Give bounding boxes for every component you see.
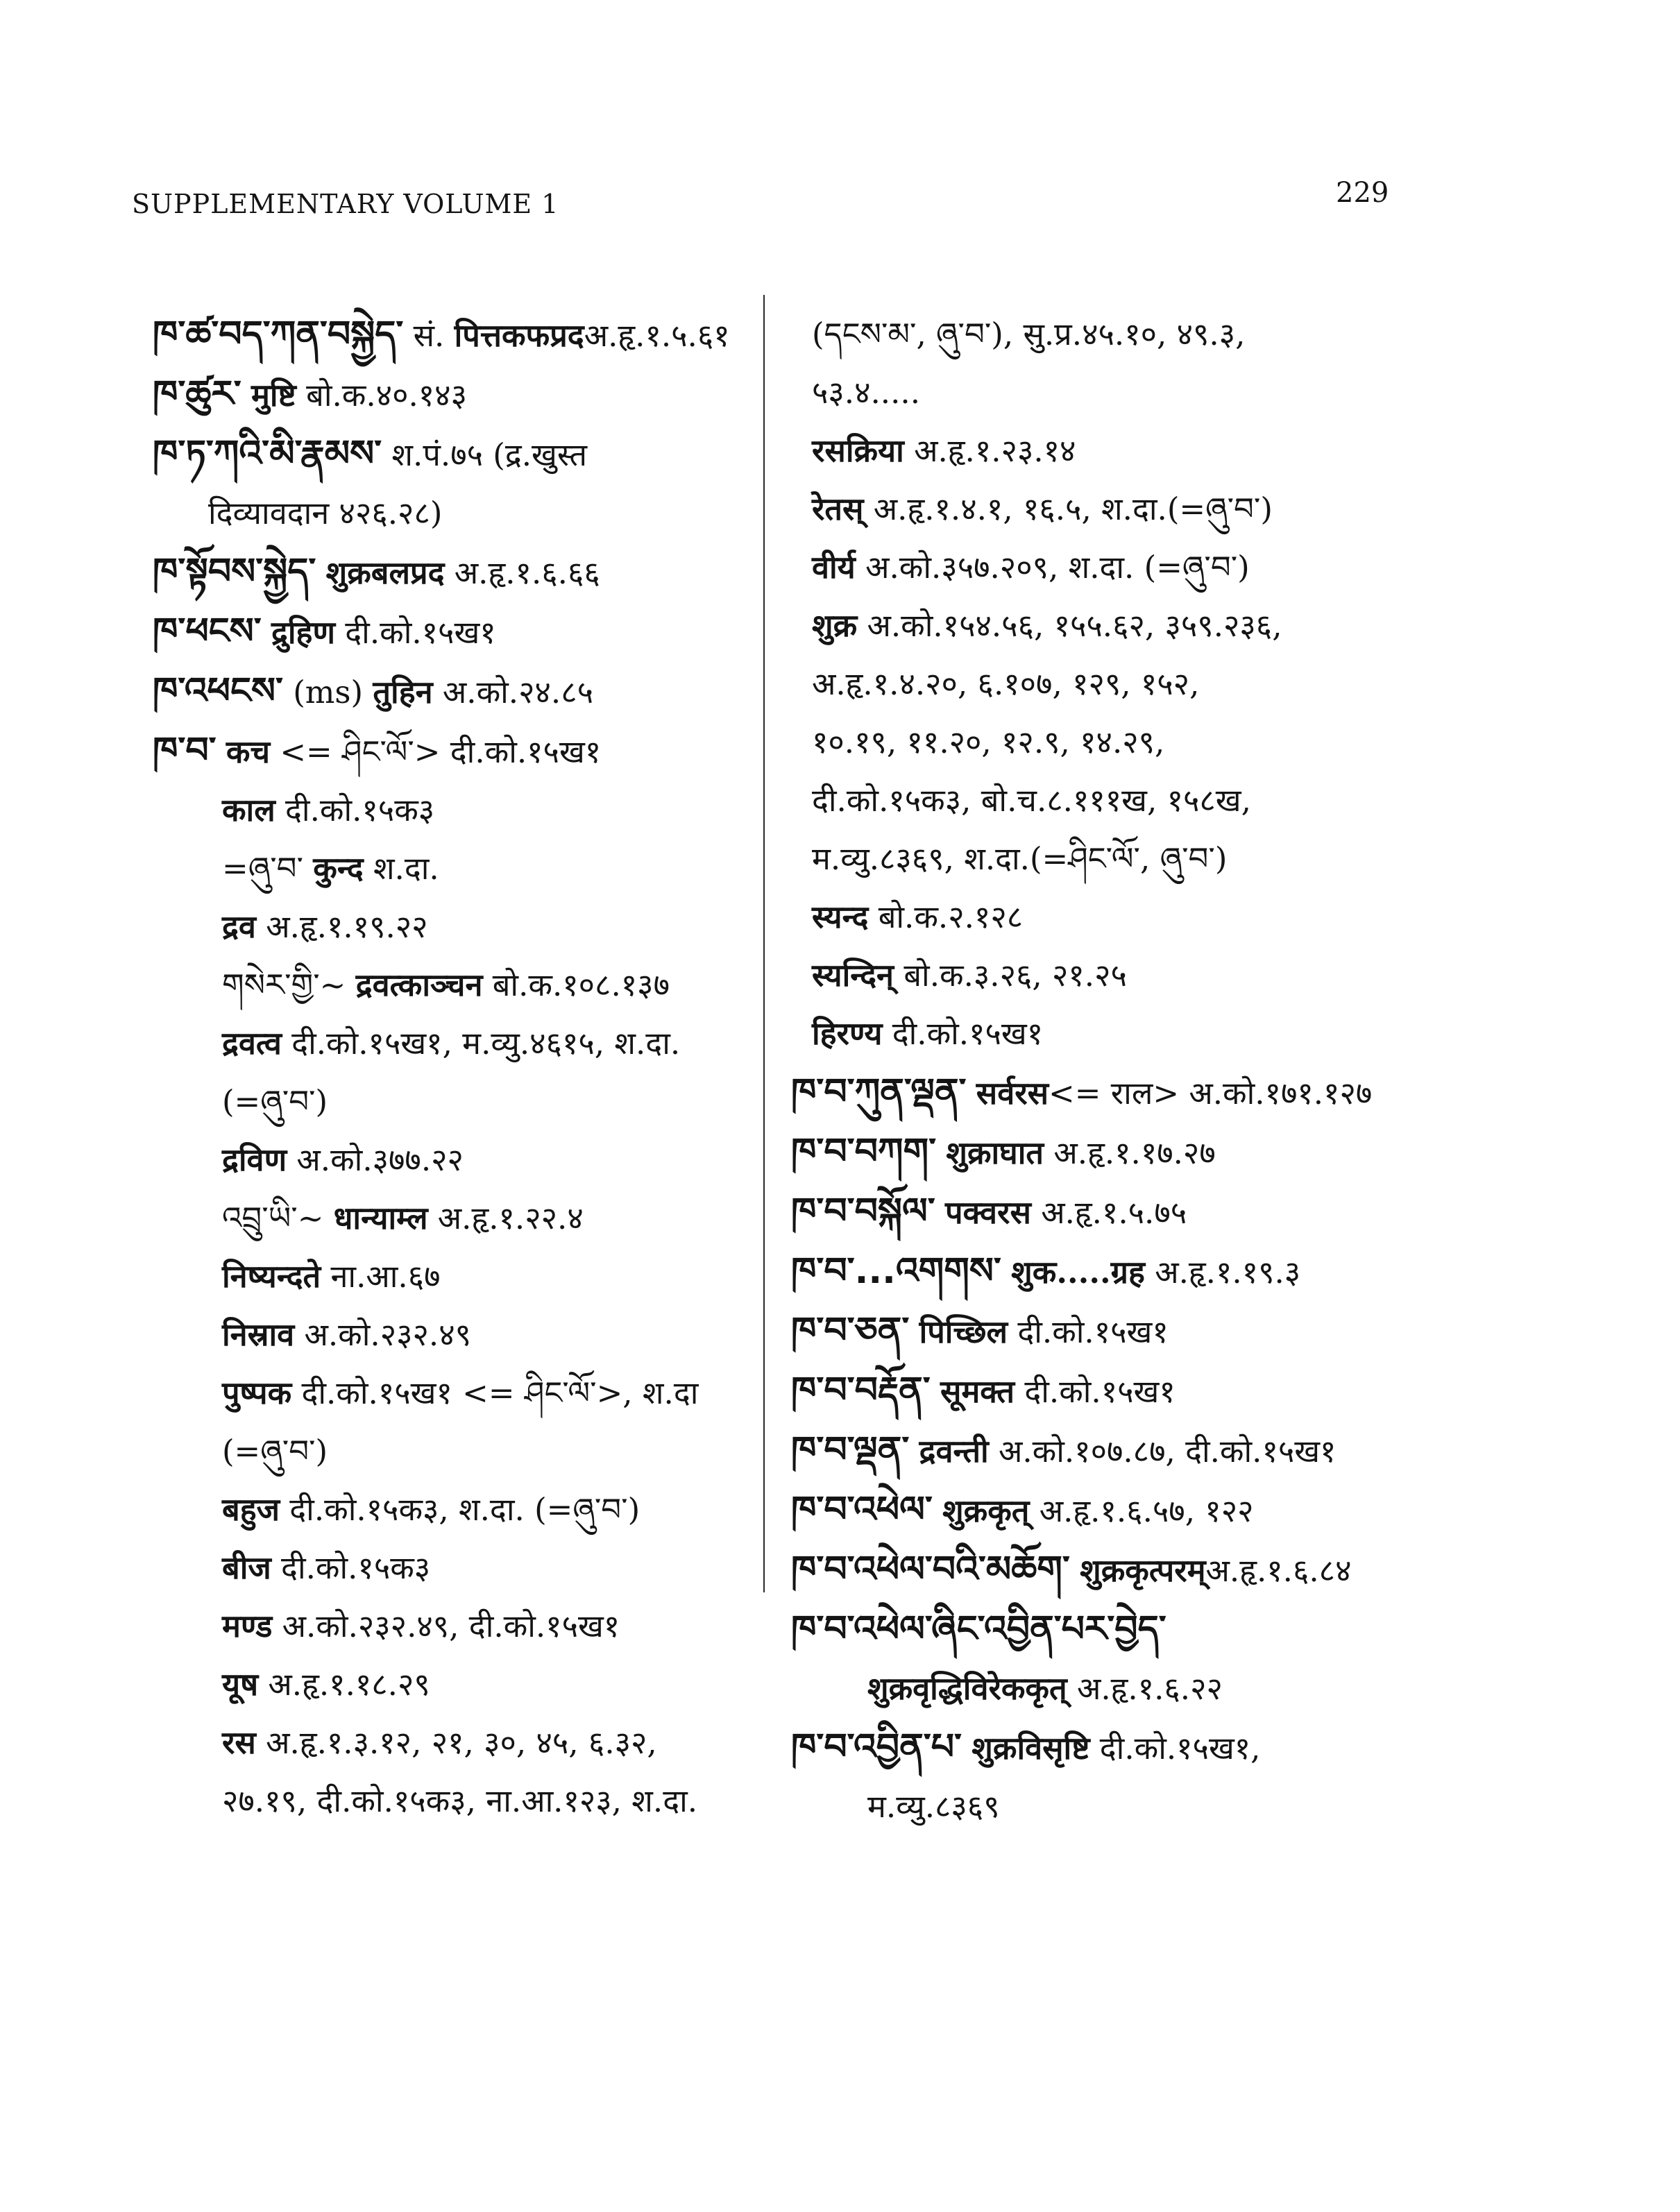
dictionary-entry-line (791, 1123, 1499, 1182)
dictionary-entry-line (791, 772, 1499, 830)
sanskrit-equivalent: सर्वरस (976, 1075, 1049, 1112)
entry-reference: अ.हृ.१.२३.१४ (903, 432, 1076, 469)
entry-reference: ना.आ.६७ (321, 1258, 441, 1295)
entry-connector: (ms) (282, 674, 373, 711)
dictionary-entry-line (791, 597, 1499, 655)
entry-connector (962, 1730, 971, 1767)
entry-reference: दी.को.१५ख१ (334, 614, 496, 651)
dictionary-entry-line (153, 1772, 763, 1830)
tibetan-headword: ཁ་སྟོབས་སྐྱེད་ (153, 551, 316, 593)
entry-reference: श.पं.७५ (द्र.खुस्त (391, 436, 588, 473)
entry-reference: दी.को.१५क३ (275, 792, 435, 828)
entry-reference: <= ཤིང་ལོ་> दी.को.१५ख१ (270, 733, 602, 770)
sanskrit-equivalent: निस्राव (222, 1316, 295, 1353)
dictionary-entry-line (153, 662, 763, 722)
entry-connector: सं. (403, 317, 455, 354)
tibetan-headword: ཁ་བ་འབྱིན་པ་ (791, 1726, 962, 1768)
entry-reference: अ.को.१०७.८७, दी.को.१५ख१ (988, 1433, 1337, 1470)
sanskrit-equivalent: शुक.....ग्रह (1011, 1254, 1145, 1291)
entry-reference: २७.१९, दी.को.१५क३, ना.आ.१२३, श.दा. (222, 1783, 698, 1819)
dictionary-entry-line (153, 1422, 763, 1481)
entry-reference: अ.को.२४.८५ (432, 674, 593, 711)
entry-reference: अ.हृ.१.५.७५ (1030, 1194, 1187, 1231)
dictionary-entry-line (153, 1014, 763, 1073)
dictionary-entry-line (791, 1660, 1499, 1718)
dictionary-entry-line (153, 1073, 763, 1131)
entry-reference: अ.हृ.१.१७.२७ (1044, 1134, 1216, 1171)
tibetan-headword: ཁ་བ་ (153, 730, 217, 772)
entry-reference: अ.हृ.१.१९.२२ (255, 908, 428, 945)
dictionary-entry-line (791, 1778, 1499, 1836)
entry-connector (241, 377, 251, 414)
sanskrit-equivalent: शुक्रवृद्धिविरेककृत् (867, 1670, 1067, 1707)
entry-reference: अ.को.२३२.४९, दी.को.१५ख१ (272, 1608, 620, 1644)
sanskrit-equivalent: वीर्य (812, 549, 856, 586)
entry-connector (909, 1433, 919, 1470)
dictionary-entry-line (791, 422, 1499, 480)
entry-reference: अ.हृ.१.१८.२९ (258, 1666, 430, 1703)
sanskrit-equivalent: मण्ड (222, 1608, 273, 1644)
entry-reference: बो.क.२.१२८ (868, 899, 1024, 935)
entry-reference: दिव्यावदान ४२६.२८) (208, 495, 443, 531)
dictionary-entry-line (791, 305, 1499, 364)
entry-reference: दी.को.१५ख१ (1015, 1373, 1176, 1410)
entry-reference: अ.हृ.१.४.२०, ६.१०७, १२९, १५२, (812, 665, 1200, 702)
entry-reference: अ.को.३७७.२२ (287, 1141, 464, 1178)
dictionary-entry-line (791, 364, 1499, 422)
entry-reference: अ.हृ.१.५.६१ (584, 317, 730, 354)
dictionary-entry-line (791, 1005, 1499, 1063)
entry-connector: གསེར་གྱི་~ (222, 967, 356, 1003)
entry-reference: (=ཞུ་བ་) (222, 1083, 328, 1120)
entry-connector (935, 1194, 945, 1231)
entry-reference: दी.को.१५क३ (271, 1549, 431, 1586)
sanskrit-equivalent: काल (222, 792, 275, 828)
entry-reference: अ.हृ.१.४.१, १६.५, श.दा.(=ཞུ་བ་) (863, 491, 1273, 527)
sanskrit-equivalent: धान्याम्ल (333, 1200, 428, 1236)
column-divider (763, 295, 765, 1592)
tibetan-headword: ཁ་བ་བསྐོལ་ (791, 1191, 935, 1232)
sanskrit-equivalent: स्यन्दिन् (812, 957, 894, 994)
entry-reference: अ.हृ.१.६.२२ (1067, 1670, 1223, 1707)
dictionary-entry-line (153, 1597, 763, 1656)
running-head: SUPPLEMENTARY VOLUME 1 (132, 189, 559, 219)
right-column (791, 305, 1499, 1836)
dictionary-entry-line (153, 484, 763, 543)
dictionary-entry-line (153, 602, 763, 662)
sanskrit-equivalent: शुक्राघात (946, 1134, 1044, 1171)
entry-connector (909, 1313, 919, 1350)
entry-reference: अ.हृ.१.६.६६ (444, 554, 600, 591)
sanskrit-equivalent: तुहिन (373, 674, 433, 711)
dictionary-entry-line (791, 1540, 1499, 1600)
entry-connector (262, 614, 271, 651)
dictionary-entry-line (791, 1481, 1499, 1540)
entry-reference: अ.हृ.१.३.१२, २१, ३०, ४५, ६.३२, (255, 1724, 657, 1761)
sanskrit-equivalent: कुन्द (313, 850, 364, 887)
dictionary-entry-line (791, 830, 1499, 888)
dictionary-entry-line (791, 1063, 1499, 1123)
sanskrit-equivalent: शुक्र (812, 607, 858, 644)
dictionary-entry-line (153, 722, 763, 781)
dictionary-entry-line (153, 1714, 763, 1772)
dictionary-entry-line (791, 538, 1499, 597)
sanskrit-equivalent: बीज (222, 1549, 271, 1586)
dictionary-entry-line (153, 543, 763, 602)
entry-reference: दी.को.१५ख१ (1008, 1313, 1169, 1350)
dictionary-entry-line (153, 1539, 763, 1597)
entry-connector (316, 554, 325, 591)
dictionary-entry-line (791, 713, 1499, 772)
dictionary-entry-line (153, 1306, 763, 1364)
dictionary-entry-line (153, 781, 763, 840)
sanskrit-equivalent: पित्तकफप्रद (454, 317, 584, 354)
sanskrit-equivalent: शुक्रबलप्रद (325, 554, 445, 591)
tibetan-headword: ཁ་བ་འཕེལ་བའི་མཆོག་ (791, 1549, 1070, 1590)
sanskrit-equivalent: यूष (222, 1666, 259, 1703)
dictionary-entry-line (791, 1182, 1499, 1242)
entry-connector (382, 436, 391, 473)
dictionary-entry-line (153, 898, 763, 956)
tibetan-headword: ཁ་ཏ་ཀའི་མི་རྣམས་ (153, 433, 382, 475)
dictionary-entry-line (153, 1248, 763, 1306)
sanskrit-equivalent: रसक्रिया (812, 432, 904, 469)
sanskrit-equivalent: द्रव (222, 908, 256, 945)
dictionary-entry-line (153, 425, 763, 484)
sanskrit-equivalent: स्यन्द (812, 899, 869, 935)
entry-reference: दी.को.१५क३, श.दा. (=ཞུ་བ་) (279, 1491, 640, 1528)
tibetan-headword: ཁ་བ་བརྡོན་ (791, 1370, 931, 1411)
dictionary-entry-line (791, 1361, 1499, 1421)
tibetan-headword: ཁ་བ་...འགགས་ (791, 1250, 1001, 1292)
entry-reference: <= राल> अ.को.१७१.१२७ (1049, 1075, 1373, 1112)
entry-connector (933, 1492, 942, 1529)
sanskrit-equivalent: रस (222, 1724, 256, 1761)
sanskrit-equivalent: द्रविण (222, 1141, 287, 1178)
entry-connector (966, 1075, 976, 1112)
dictionary-entry-line (791, 1600, 1499, 1660)
sanskrit-equivalent: पक्वरस (944, 1194, 1031, 1231)
left-column (153, 305, 763, 1830)
tibetan-headword: ཁ་བ་ཅན་ (791, 1310, 910, 1352)
tibetan-headword: ཁ་བ་ཀུན་ལྡན་ (791, 1071, 967, 1113)
entry-reference: दी.को.१५ख१ (882, 1015, 1044, 1052)
tibetan-headword: ཁ་ཚ་བད་ཀན་བསྐྱེད་ (153, 314, 404, 355)
entry-reference: बो.क.३.२६, २१.२५ (894, 957, 1127, 994)
dictionary-entry-line (153, 1481, 763, 1539)
sanskrit-equivalent: शुक्रविसृष्टि (971, 1730, 1090, 1767)
sanskrit-equivalent: सूमक्त (940, 1373, 1015, 1410)
entry-reference: अ.को.३५७.२०९, श.दा. (=ཞུ་བ་) (855, 549, 1250, 586)
sanskrit-equivalent: कच (226, 733, 271, 770)
entry-reference: दी.को.१५ख१ <= ཤིང་ལོ་>, श.दा (291, 1375, 699, 1411)
entry-reference: १०.१९, ११.२०, १२.९, १४.२९, (812, 724, 1165, 760)
sanskrit-equivalent: द्रवन्ती (919, 1433, 989, 1470)
sanskrit-equivalent: द्रवत्काञ्चन (355, 967, 483, 1003)
dictionary-entry-line (791, 655, 1499, 713)
tibetan-headword: ཁ་བ་ལྡན་ (791, 1429, 910, 1471)
sanskrit-equivalent: रेतस् (812, 491, 864, 527)
entry-reference: अ.को.१५४.५६, १५५.६२, ३५९.२३६, (857, 607, 1282, 644)
entry-reference: (=ཞུ་བ་) (222, 1433, 328, 1470)
entry-connector (1070, 1552, 1080, 1589)
dictionary-entry-line (153, 956, 763, 1014)
sanskrit-equivalent: मुष्टि (251, 377, 296, 414)
tibetan-headword: ཁ་འཕངས་ (153, 670, 283, 712)
entry-reference: दी.को.१५ख१, (1089, 1730, 1261, 1767)
dictionary-entry-line (791, 946, 1499, 1005)
entry-connector (936, 1134, 946, 1171)
sanskrit-equivalent: द्रुहिण (271, 614, 335, 651)
entry-reference: अ.हृ.१.२२.४ (427, 1200, 584, 1236)
sanskrit-equivalent: हिरण्य (812, 1015, 883, 1052)
entry-connector (217, 733, 226, 770)
dictionary-entry-line (791, 1421, 1499, 1481)
dictionary-entry-line (791, 1242, 1499, 1302)
entry-reference: (དངས་མ་, ཞུ་བ་), सु.प्र.४५.१०, ४९.३, (812, 316, 1246, 352)
entry-connector: འབྲུ་ཡི་~ (222, 1200, 334, 1236)
dictionary-entry-line (153, 365, 763, 425)
dictionary-entry-line (791, 480, 1499, 538)
dictionary-entry-line (153, 840, 763, 898)
entry-reference: अ.को.२३२.४९ (294, 1316, 471, 1353)
entry-reference: म.व्यु.८३६९, श.दा.(=ཤིང་ལོ་, ཞུ་བ་) (812, 840, 1228, 877)
tibetan-headword: ཁ་ཚུར་ (153, 373, 241, 415)
entry-connector (931, 1373, 940, 1410)
dictionary-entry-line (153, 1131, 763, 1189)
entry-reference: दी.को.१५ख१, म.व्यु.४६१५, श.दा. (281, 1025, 681, 1062)
dictionary-entry-line (153, 305, 763, 365)
entry-reference: अ.हृ.१.६.८४ (1205, 1552, 1352, 1589)
tibetan-headword: ཁ་བ་བཀག་ (791, 1131, 937, 1173)
sanskrit-equivalent: शुक्रकृत्परम् (1080, 1552, 1206, 1589)
dictionary-entry-line (791, 1718, 1499, 1778)
sanskrit-equivalent: शुक्रकृत् (942, 1492, 1030, 1529)
sanskrit-equivalent: निष्यन्दते (222, 1258, 321, 1295)
sanskrit-equivalent: बहुज (222, 1491, 280, 1528)
dictionary-entry-line (153, 1189, 763, 1248)
entry-reference: ५३.४..... (812, 374, 921, 411)
entry-reference: बो.क.४०.१४३ (296, 377, 467, 414)
entry-reference: अ.हृ.१.१९.३ (1144, 1254, 1301, 1291)
sanskrit-equivalent: पिच्छिल (919, 1313, 1008, 1350)
entry-reference: दी.को.१५क३, बो.च.८.१११ख, १५८ख, (812, 782, 1251, 819)
entry-reference: बो.क.१०८.१३७ (482, 967, 670, 1003)
tibetan-headword: ཁ་བ་འཕེལ་ཞིང་འབྱིན་པར་བྱེད་ (791, 1608, 1166, 1650)
dictionary-entry-line (791, 888, 1499, 946)
dictionary-entry-line (791, 1302, 1499, 1361)
entry-connector (1001, 1254, 1011, 1291)
sanskrit-equivalent: पुष्पक (222, 1375, 292, 1411)
page-number: 229 (1336, 177, 1389, 209)
dictionary-entry-line (153, 1656, 763, 1714)
sanskrit-equivalent: द्रवत्व (222, 1025, 282, 1062)
dictionary-entry-line (153, 1364, 763, 1422)
entry-reference: अ.हृ.१.६.५७, १२२ (1029, 1492, 1254, 1529)
entry-reference: श.दा. (363, 850, 439, 887)
entry-connector: =ཞུ་བ་ (222, 850, 314, 887)
tibetan-headword: ཁ་བ་འཕེལ་ (791, 1489, 933, 1531)
entry-reference: म.व्यु.८३६९ (867, 1788, 1000, 1825)
tibetan-headword: ཁ་ཕངས་ (153, 611, 262, 652)
